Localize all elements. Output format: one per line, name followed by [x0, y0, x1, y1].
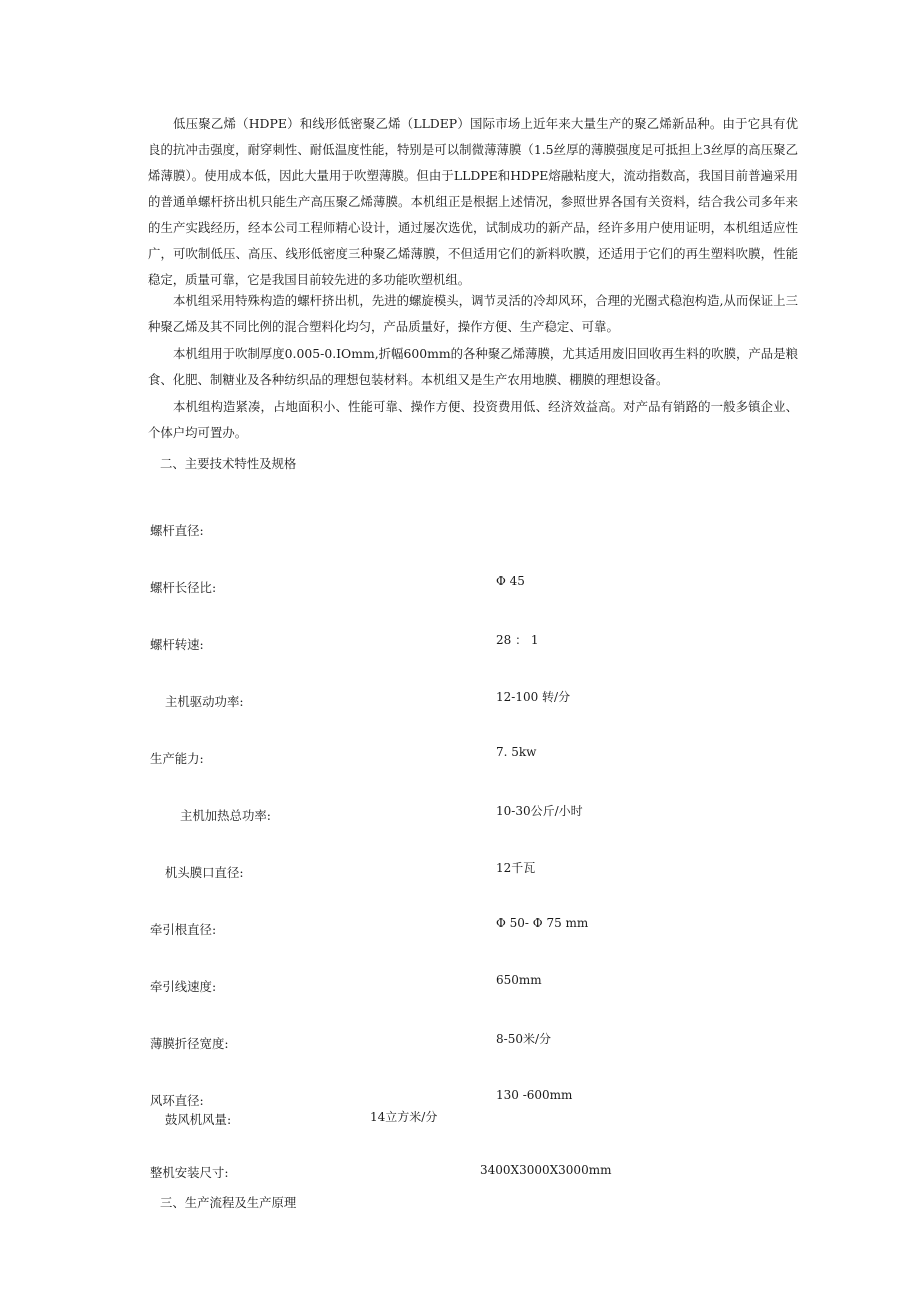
spec-value: 10-30公斤/小时 [496, 804, 583, 818]
spec-label-haul-speed: 牵引线速度: [150, 979, 217, 994]
structure-paragraph: 本机组采用特殊构造的螺杆挤出机，先进的螺旋模头，调节灵活的冷却风环，合理的光圈式稳泡构造,从而保证上三种聚乙烯及其不同比例的混合塑料化均匀，产品质量好，操作方便、生产稳定、可靠。 [148, 293, 798, 334]
spec-value: 14立方米/分 [370, 1110, 438, 1124]
spec-label-blower-volume: 鼓风机风量: [165, 1112, 232, 1127]
advantages-paragraph: 本机组构造紧凑，占地面积小、性能可靠、操作方便、投资费用低、经济效益高。对产品有销路的一般多镇企业、个体户均可置办。 [148, 399, 798, 440]
section-heading-specs: 二、主要技术特性及规格 [160, 456, 297, 471]
spec-label-air-ring-diameter: 风环直径: [150, 1093, 204, 1108]
spec-label-die-diameter: 机头膜口直径: [165, 865, 244, 880]
spec-value: 650mm [496, 973, 542, 987]
spec-value: 8-50米/分 [496, 1032, 552, 1046]
spec-value: Φ 45 [496, 574, 525, 588]
spec-value: 130 -600mm [496, 1088, 573, 1102]
section-heading-process: 三、生产流程及生产原理 [160, 1195, 297, 1210]
spec-value: 28 ： 1 [496, 633, 539, 647]
spec-label-capacity: 生产能力: [150, 751, 204, 766]
spec-label-roller-diameter: 牵引根直径: [150, 922, 217, 937]
spec-label-screw-ratio: 螺杆长径比: [150, 580, 217, 595]
spec-label-screw-diameter: 螺杆直径: [150, 523, 204, 538]
usage-paragraph: 本机组用于吹制厚度0.005-0.IOmm,折幅600mm的各种聚乙烯薄膜，尤其适用废旧回收再生料的吹膜，产品是粮食、化肥、制糖业及各种纺织品的理想包装材料。本机组又是生产农用地膜、棚膜的理想设备。 [148, 346, 798, 387]
spec-label-drive-power: 主机驱动功率: [165, 694, 244, 709]
intro-paragraph: 低压聚乙烯（HDPE）和线形低密聚乙烯（LLDEP）国际市场上近年来大量生产的聚乙烯新品种。由于它具有优良的抗冲击强度，耐穿刺性、耐低温度性能，特别是可以制微薄薄膜（1.5丝厚的薄膜强度足可抵担上3丝厚的高压聚乙烯薄膜）。使用成本低，因此大量用于吹塑薄膜。但由于LLDPE和HDPE熔融粘度大，流动指数高，我国目前普遍采用的普通单螺杆挤出机只能生产高压聚乙烯薄膜。本机组正是根据上述情况，参照世界各国有关资料，结合我公司多年来的生产实践经历，经本公司工程师精心设计，通过屡次选优，试制成功的新产品，经许多用户使用证明，本机组适应性广，可吹制低压、高压、线形低密度三种聚乙烯薄膜，不但适用它们的新料吹膜，还适用于它们的再生塑料吹膜，性能稳定，质量可靠，它是我国目前较先进的多功能吹塑机组。 [148, 116, 798, 287]
spec-label-heating-power: 主机加热总功率: [180, 808, 271, 823]
spec-value: Φ 50- Φ 75 mm [496, 916, 589, 930]
spec-label-install-size: 整机安装尺寸: [150, 1165, 229, 1180]
spec-value: 12-100 转/分 [496, 690, 571, 704]
spec-value: 12千瓦 [496, 861, 536, 875]
spec-label-film-width: 薄膜折径宽度: [150, 1036, 229, 1051]
spec-value: 3400X3000X3000mm [480, 1163, 612, 1177]
spec-label-screw-speed: 螺杆转速: [150, 637, 204, 652]
spec-value: 7. 5kw [496, 745, 537, 759]
